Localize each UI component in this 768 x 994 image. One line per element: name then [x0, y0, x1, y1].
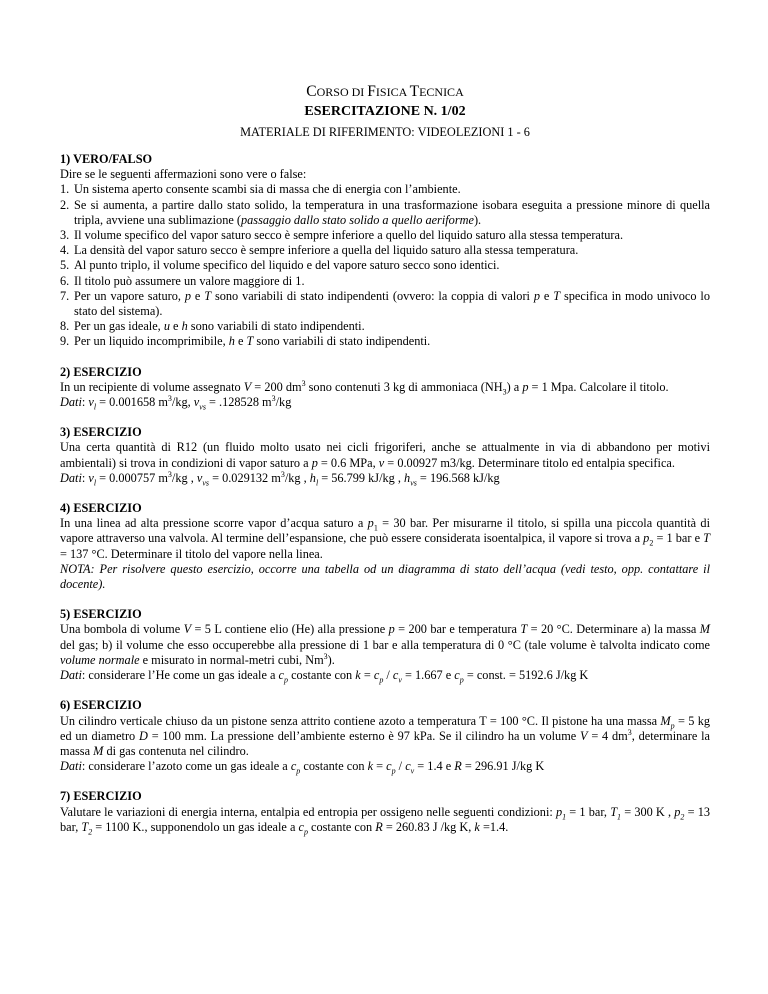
document-page — [60, 80, 710, 850]
section-exercise-2 — [60, 365, 710, 411]
exercise-data: Dati: considerare l’azoto come un gas ideale a $c_p$ costante con $k = c_p / c_v = 1.4$ e R = 296.91 J/kg K — [60, 759, 545, 776]
exercise-note: NOTA: Per risolvere questo esercizio, occorre una tabella od un diagramma di stato dell’acqua (vedi testo, opp. contattare il docente). — [60, 561, 710, 592]
exercise-text: Un cilindro verticale chiuso da un pistone senza attrito contiene azoto a temperatura T = 100 °C. Il pistone ha una massa $M_p = 5$ kg ed un diametro D = 100 mm. La pressione dell’ambiente esterno è 97 kPa. Se il cilindro ha un volume V = 4 $dm^3$, determinare la massa M di gas contenuta nel cilindro. — [60, 713, 710, 758]
list-item: 8. Per un gas ideale, u e h sono variabili di stato indipendenti. — [60, 319, 365, 334]
section-title: 2) ESERCIZIO — [60, 364, 142, 379]
statement-list — [60, 182, 710, 349]
section-title: 1) VERO/FALSO — [60, 152, 153, 166]
section-intro: Dire se le seguenti affermazioni sono vere o false: — [60, 167, 307, 182]
course-title: CORSO DI FISICA TECNICA — [306, 83, 464, 100]
reference-material: MATERIALE DI RIFERIMENTO: VIDEOLEZIONI 1 - 6 — [240, 125, 530, 139]
exercise-data: Dati: $v_l = 0.001658$ $m^3/kg$, $v_{vs} = .128528$ $m^3/kg$ — [60, 393, 292, 412]
exercise-data: Dati: $v_l = 0.000757$ $m^3/kg$ , $v_{vs} = 0.029132$ $m^3/kg$ , $h_l = 56.799$ kJ/kg , $h_{vs} = 196.568$ kJ/kg — [60, 469, 500, 488]
section-exercise-6 — [60, 698, 710, 774]
section-title: 3) ESERCIZIO — [60, 425, 142, 440]
exercise-text: Una bombola di volume V = 5 L contiene elio (He) alla pressione p = 200 bar e temperatura T = 20 °C. Determinare a) la massa M del gas; b) il volume che esso occuperebbe alla pressione di 1 bar e alla temperatura di 0 °C (tale volume è talvolta indicato come volume normale e misurato in normal-metri cubi, Nm$^3$). — [60, 622, 711, 667]
list-item: 2. Se si aumenta, a partire dallo stato solido, la temperatura in una trasformazione isobara eseguita a pressione minore di quella tripla, avviene una sublimazione (passaggio dallo stato solido a quello aeriforme). — [60, 197, 710, 227]
list-item: 1. Un sistema aperto consente scambi sia di massa che di energia con l’ambiente. — [60, 182, 461, 197]
section-title: 7) ESERCIZIO — [60, 789, 142, 804]
section-title: 4) ESERCIZIO — [60, 501, 142, 516]
section-exercise-3 — [60, 425, 710, 486]
list-item: 7. Per un vapore saturo, p e T sono variabili di stato indipendenti (ovvero: la coppia di valori p e T specifica in modo univoco lo stato del sistema). — [60, 288, 710, 319]
exercise-text: Una certa quantità di R12 (un fluido molto usato nei cicli frigoriferi, anche se attualmente in via di abbandono per motivi ambientali) si trova in condizioni di vapor saturo a p = 0.6 MPa, v = 0.00927 m3/kg. Determinare titolo ed entalpia specifica. — [60, 440, 710, 470]
exercise-text: In una linea ad alta pressione scorre vapor d’acqua saturo a $p_1 = 30$ bar. Per misurarne il titolo, si spilla una piccola quantità di vapore attraverso una valvola. Al termine dell’espansione, che può essere considerata isoentalpica, il vapore si trova a $p_2 = 1$ bar e T = 137 °C. Determinare il titolo del vapore nella linea. — [60, 516, 710, 561]
section-true-false — [60, 152, 710, 350]
section-title: 6) ESERCIZIO — [60, 698, 142, 713]
list-item: 4. La densità del vapor saturo secco è sempre inferiore a quella del liquido saturo alla stessa temperatura. — [60, 243, 579, 258]
section-exercise-5 — [60, 607, 710, 683]
section-title: 5) ESERCIZIO — [60, 607, 142, 622]
exercise-data: Dati: considerare l’He come un gas ideale a $c_p$ costante con $k = c_p / c_v = 1.667$ e $c_p$ = const. = 5192.6 J/kg K — [60, 668, 589, 685]
list-item: 6. Il titolo può assumere un valore maggiore di 1. — [60, 273, 305, 288]
exercise-text: In un recipiente di volume assegnato V = 200 $dm^3$ sono contenuti 3 kg di ammoniaca $(NH_3)$ a p = 1 Mpa. Calcolare il titolo. — [60, 378, 669, 397]
section-exercise-4 — [60, 501, 710, 592]
list-item: 5. Al punto triplo, il volume specifico del liquido e del vapore saturo secco sono identici. — [60, 258, 500, 273]
section-exercise-7 — [60, 789, 710, 835]
exercise-title: ESERCITAZIONE N. 1/02 — [304, 104, 466, 119]
list-item: 9. Per un liquido incomprimibile, h e T sono variabili di stato indipendenti. — [60, 334, 431, 349]
exercise-text: Valutare le variazioni di energia interna, entalpia ed entropia per ossigeno nelle seguenti condizioni: $p_1 = 1$ bar, $T_1 = 300$ K , $p_2 = 13$ bar, $T_2 = 1100$ K., supponendolo un gas ideale a $c_p$ costante con R = 260.83 J /kg K, k =1.4. — [60, 804, 710, 837]
list-item: 3. Il volume specifico del vapor saturo secco è sempre inferiore a quello del liquido saturo alla stessa temperatura. — [60, 228, 624, 243]
